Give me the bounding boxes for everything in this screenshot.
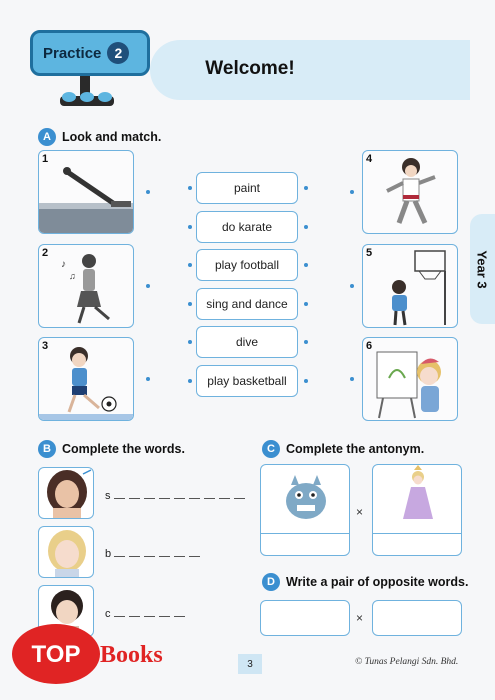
football-player-illustration <box>39 338 134 421</box>
logo-graphic <box>8 618 198 690</box>
princess-illustration <box>373 465 463 525</box>
singer-illustration <box>39 245 134 328</box>
picture-number: 1 <box>42 153 49 165</box>
word-label: do karate <box>221 220 273 234</box>
times-symbol: × <box>356 505 364 519</box>
year-label: Year 3 <box>475 249 491 289</box>
year-tab <box>470 214 495 324</box>
word-box <box>196 288 298 320</box>
painter-illustration <box>363 338 458 421</box>
word-label: paint <box>233 181 261 195</box>
section-c-header <box>262 440 424 458</box>
starting-letter: b <box>105 548 112 560</box>
word-box <box>196 211 298 243</box>
logo-top-text: TOP <box>31 641 81 668</box>
section-a-header <box>38 128 161 146</box>
match-dot[interactable] <box>146 284 150 288</box>
match-dot[interactable] <box>188 302 192 306</box>
picture-number: 2 <box>42 247 49 259</box>
section-a-instruction: Look and match. <box>62 130 162 144</box>
diver-illustration <box>39 151 134 234</box>
picture-sing-and-dance <box>38 244 134 328</box>
match-dot[interactable] <box>188 225 192 229</box>
answer-line[interactable] <box>261 533 349 534</box>
picture-number: 5 <box>366 247 373 259</box>
blonde-girl-illustration <box>39 527 94 578</box>
word-box <box>196 365 298 397</box>
word-label: play basketball <box>207 374 287 388</box>
answer-line[interactable] <box>373 533 461 534</box>
match-dot[interactable] <box>350 377 354 381</box>
match-dot[interactable] <box>188 263 192 267</box>
match-dot[interactable] <box>304 379 308 383</box>
word-label: dive <box>235 335 258 349</box>
section-b-instruction: Complete the words. <box>62 442 185 456</box>
opposite-word-input-1[interactable] <box>260 600 350 636</box>
match-dot[interactable] <box>304 225 308 229</box>
match-dot[interactable] <box>146 377 150 381</box>
practice-number: 2 <box>107 42 129 64</box>
section-b-header <box>38 440 185 458</box>
picture-play-basketball <box>362 244 458 328</box>
match-dot[interactable] <box>188 186 192 190</box>
match-dot[interactable] <box>350 284 354 288</box>
word-label: sing and dance <box>206 297 288 311</box>
word-box <box>196 326 298 358</box>
match-dot[interactable] <box>304 302 308 306</box>
section-c-instruction: Complete the antonym. <box>286 442 425 456</box>
practice-sign <box>30 30 150 76</box>
section-b-badge: B <box>38 440 56 458</box>
opposite-word-input-2[interactable] <box>372 600 462 636</box>
picture-number: 6 <box>366 340 373 352</box>
section-d-instruction: Write a pair of opposite words. <box>286 575 469 589</box>
practice-label: Practice <box>43 44 102 62</box>
word-label: play football <box>214 258 280 272</box>
picture-number: 3 <box>42 340 49 352</box>
svg-text:♫: ♫ <box>69 271 76 281</box>
face-picture-blonde <box>38 526 94 578</box>
basketball-illustration <box>363 245 458 328</box>
match-dot[interactable] <box>304 186 308 190</box>
svg-text:♪: ♪ <box>61 259 66 270</box>
times-symbol: × <box>356 611 364 625</box>
picture-paint <box>362 337 458 421</box>
word-box <box>196 172 298 204</box>
word-blank-1[interactable] <box>105 490 249 502</box>
face-picture-short-hair <box>38 467 94 519</box>
section-c-badge: C <box>262 440 280 458</box>
picture-number: 4 <box>366 153 373 165</box>
logo-books-text: Books <box>100 642 163 668</box>
section-d-header <box>262 573 468 591</box>
topbooks-logo <box>8 618 198 690</box>
word-blank-2[interactable] <box>105 548 204 560</box>
copyright-text: © Tunas Pelangi Sdn. Bhd. <box>355 657 459 667</box>
match-dot[interactable] <box>188 340 192 344</box>
karate-illustration <box>363 151 458 234</box>
section-a-badge: A <box>38 128 56 146</box>
starting-letter: s <box>105 490 111 502</box>
match-dot[interactable] <box>146 190 150 194</box>
word-box <box>196 249 298 281</box>
girl-face-illustration <box>39 468 94 519</box>
picture-dive <box>38 150 134 234</box>
starting-letter: c <box>105 608 111 620</box>
page-number: 3 <box>238 654 262 674</box>
match-dot[interactable] <box>304 340 308 344</box>
match-dot[interactable] <box>188 379 192 383</box>
picture-do-karate <box>362 150 458 234</box>
match-dot[interactable] <box>350 190 354 194</box>
section-d-badge: D <box>262 573 280 591</box>
monster-illustration <box>261 465 351 525</box>
match-dot[interactable] <box>304 263 308 267</box>
picture-play-football <box>38 337 134 421</box>
antonym-box-princess <box>372 464 462 556</box>
antonym-box-monster <box>260 464 350 556</box>
page-title: Welcome! <box>205 58 295 79</box>
